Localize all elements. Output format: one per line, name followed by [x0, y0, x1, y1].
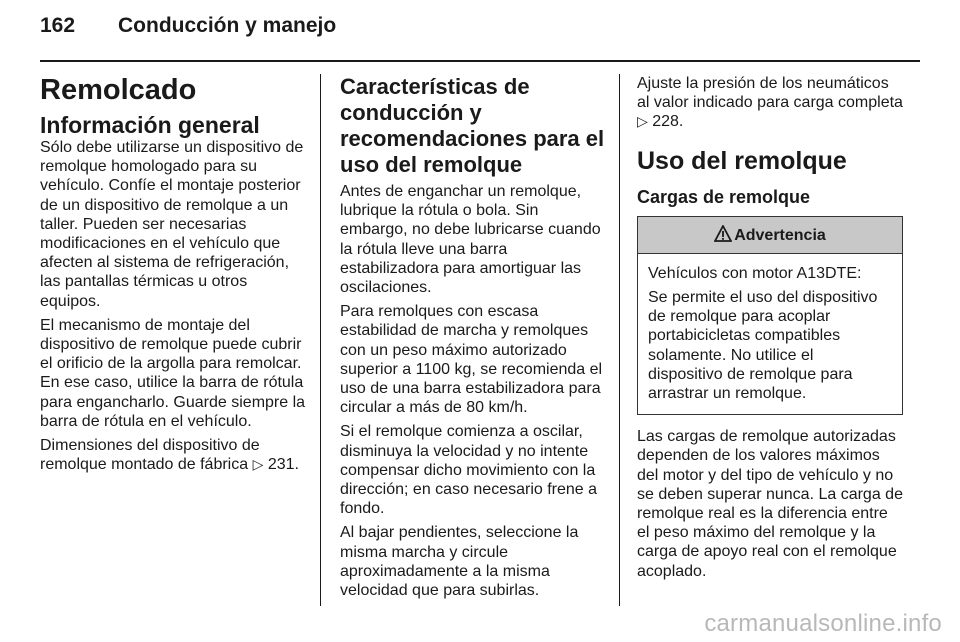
column-1	[40, 74, 308, 479]
column-3	[637, 74, 903, 586]
warning-body	[638, 254, 902, 414]
paragraph: Si el remolque comienza a oscilar, disminuya la velocidad y no intente compensar dicho movimiento con la dirección; en caso necesario frene a fondo.	[340, 423, 598, 518]
page-reference-icon: ▷	[637, 113, 648, 130]
warning-paragraph: Se permite el uso del dispositivo de remolque para acoplar portabicicletas compatibles solamente. No utilice el dispositivo de remolque para arrastrar un remolque.	[648, 289, 878, 403]
chapter-title: Remolcado	[40, 74, 197, 106]
dimensions-ref[interactable]: 231.	[267, 456, 299, 474]
chapter-title: Uso del remolque	[637, 146, 847, 175]
column-divider-1	[320, 74, 321, 606]
warning-box	[637, 216, 903, 416]
warning-paragraph: Vehículos con motor A13DTE:	[648, 264, 862, 282]
watermark: carmanualsonline.info	[704, 610, 942, 637]
warning-header	[638, 217, 902, 254]
section-heading: Características de conducción y recomendaciones para el uso del remolque	[340, 74, 605, 177]
warning-triangle-icon	[714, 225, 732, 242]
section-heading: Información general	[40, 112, 260, 138]
warning-label: Advertencia	[734, 226, 826, 244]
paragraph-dimensions	[40, 436, 308, 474]
page-header	[40, 14, 920, 44]
paragraph: Al bajar pendientes, seleccione la misma marcha y circule aproximadamente a la misma velocidad que para subirlas.	[340, 524, 579, 600]
intro-text: Ajuste la presión de los neumáticos al valor indicado para carga completa	[637, 75, 903, 112]
paragraph: El mecanismo de montaje del dispositivo de remolque puede cubrir el orificio de la argolla para remolcar. En ese caso, utilice la barra de rótula para engancharlo. Guarde siempre la barra de rótula en el vehículo.	[40, 316, 306, 430]
column-2	[340, 74, 608, 605]
column-divider-2	[619, 74, 620, 606]
paragraph: Sólo debe utilizarse un dispositivo de remolque homologado para su vehículo. Confíe el montaje posterior de un dispositivo de remolque a un taller. Pueden ser necesarias modificaciones en el vehículo que afecten al sistema de refrigeración, las pantallas térmicas u otros equipos.	[40, 139, 304, 310]
paragraph: Antes de enganchar un remolque, lubrique la rótula o bola. Sin embargo, no debe lubricarse cuando la rótula lleve una barra estabilizadora para amortiguar las oscilaciones.	[340, 183, 601, 297]
paragraph: Para remolques con escasa estabilidad de marcha y remolques con un peso máximo autorizado superior a 1100 kg, se recomienda el uso de una barra estabilizadora para circular a más de 80 km/h.	[340, 303, 603, 417]
section-title: Conducción y manejo	[118, 14, 337, 37]
page-reference-icon: ▷	[252, 456, 264, 473]
page-number: 162	[40, 14, 76, 37]
header-divider	[40, 60, 920, 62]
dimensions-text: Dimensiones del dispositivo de remolque montado de fábrica	[40, 437, 260, 474]
subsection-heading: Cargas de remolque	[637, 186, 811, 207]
intro-ref[interactable]: 228.	[652, 113, 684, 131]
paragraph-intro	[637, 74, 903, 132]
paragraph: Las cargas de remolque autorizadas dependen de los valores máximos del motor y del tipo de vehículo y no se deben superar nunca. La carga de remolque real es la diferencia entre el peso máximo del remolque y la carga de apoyo real con el remolque acoplado.	[637, 428, 903, 580]
